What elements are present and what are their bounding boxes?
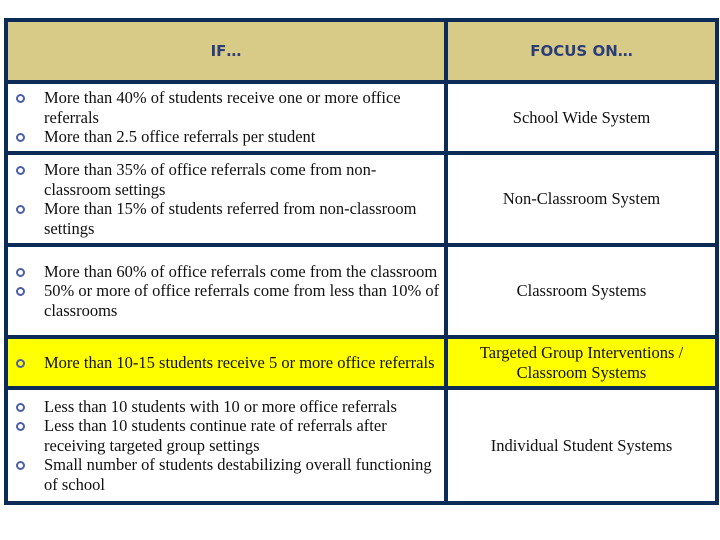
- condition-cell: [6, 337, 446, 388]
- condition-cell: [6, 245, 446, 337]
- table-row: [6, 337, 717, 388]
- condition-text: Less than 10 students with 10 or more office referrals: [44, 396, 397, 416]
- condition-text: More than 35% of office referrals come from non-classroom settings: [44, 160, 377, 199]
- condition-list: [8, 88, 440, 147]
- condition-text: More than 60% of office referrals come from the classroom: [44, 261, 438, 281]
- condition-item: [8, 353, 440, 373]
- table-row: [6, 388, 717, 503]
- condition-item: [8, 416, 440, 455]
- table-row: [6, 82, 717, 153]
- bullet-icon: [16, 205, 25, 214]
- condition-item: [8, 455, 440, 494]
- condition-text: 50% or more of office referrals come from less than 10% of classrooms: [44, 281, 440, 320]
- focus-cell: Non-Classroom System: [446, 153, 717, 245]
- condition-cell: [6, 82, 446, 153]
- condition-item: [8, 88, 440, 127]
- condition-item: [8, 281, 440, 320]
- if-column-header: IF…: [6, 20, 446, 82]
- focus-cell: Targeted Group Interventions / Classroom Systems: [446, 337, 717, 388]
- bullet-icon: [16, 461, 25, 470]
- condition-text: More than 15% of students referred from non-classroom settings: [44, 199, 417, 238]
- condition-list: [8, 262, 440, 321]
- table-row: [6, 245, 717, 337]
- condition-item: [8, 397, 440, 417]
- condition-text: Small number of students destabilizing overall functioning of school: [44, 455, 432, 494]
- condition-cell: [6, 153, 446, 245]
- condition-list: [8, 397, 440, 495]
- focus-cell: School Wide System: [446, 82, 717, 153]
- focus-cell: Individual Student Systems: [446, 388, 717, 503]
- focus-cell: Classroom Systems: [446, 245, 717, 337]
- condition-item: [8, 160, 440, 199]
- condition-text: Less than 10 students continue rate of referrals after receiving targeted group settings: [44, 416, 387, 455]
- condition-text: More than 2.5 office referrals per student: [44, 127, 316, 147]
- bullet-icon: [16, 359, 25, 368]
- bullet-icon: [16, 287, 25, 296]
- condition-item: [8, 199, 440, 238]
- condition-item: [8, 262, 440, 282]
- bullet-icon: [16, 403, 25, 412]
- condition-text: More than 40% of students receive one or more office referrals: [44, 88, 401, 127]
- condition-item: [8, 127, 440, 147]
- condition-list: [8, 160, 440, 238]
- header-row: [6, 20, 717, 82]
- bullet-icon: [16, 133, 25, 142]
- bullet-icon: [16, 166, 25, 175]
- focus-column-header: FOCUS ON…: [446, 20, 717, 82]
- bullet-icon: [16, 268, 25, 277]
- condition-cell: [6, 388, 446, 503]
- bullet-icon: [16, 422, 25, 431]
- if-focus-table: [4, 18, 719, 505]
- table-row: [6, 153, 717, 245]
- condition-list: [8, 353, 440, 373]
- condition-text: More than 10-15 students receive 5 or more office referrals: [44, 352, 435, 372]
- bullet-icon: [16, 94, 25, 103]
